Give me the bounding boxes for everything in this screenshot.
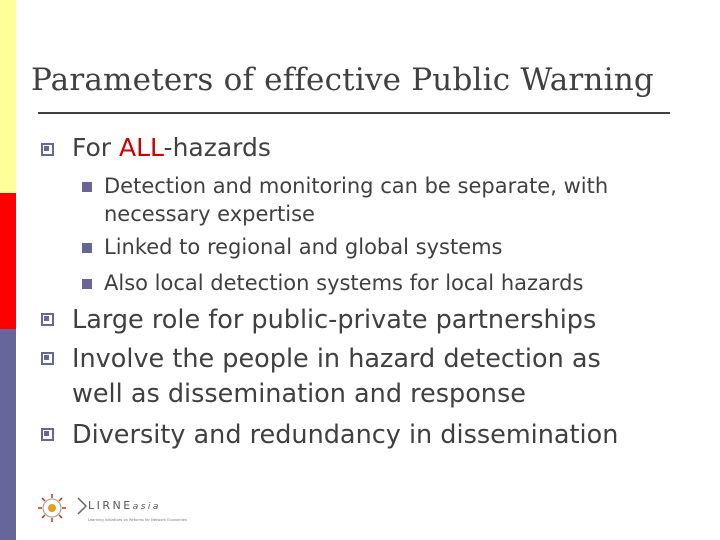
bullet-involve-people-cont: well as dissemination and response bbox=[72, 379, 526, 409]
side-bar-red bbox=[0, 193, 16, 329]
bullet-all-hazards bbox=[72, 131, 271, 165]
sub-bullet-icon bbox=[82, 279, 92, 289]
bullet-square-icon bbox=[41, 313, 54, 326]
slide-title: Parameters of effective Public Warning bbox=[31, 62, 654, 98]
sub-bullet-icon bbox=[82, 182, 92, 192]
bullet-text: For bbox=[72, 133, 120, 162]
svg-text:Learning Initiatives on Reform: Learning Initiatives on Reforms for Network Economies bbox=[88, 518, 187, 522]
sub-bullet-linked: Linked to regional and global systems bbox=[104, 235, 503, 259]
side-bar-yellow bbox=[0, 0, 16, 193]
svg-text:LIRNEasia: LIRNEasia bbox=[88, 499, 161, 512]
title-underline bbox=[38, 112, 670, 114]
arrow-mark-icon bbox=[78, 498, 86, 514]
bullet-text: -hazards bbox=[163, 133, 271, 162]
bullet-partnerships: Large role for public-private partnerships bbox=[72, 305, 597, 335]
bullet-square-icon bbox=[41, 143, 54, 156]
sub-bullet-detection: Detection and monitoring can be separate, with bbox=[104, 174, 609, 198]
sub-bullet-icon bbox=[82, 243, 92, 253]
highlight-all: ALL bbox=[119, 133, 164, 162]
side-bar-purple bbox=[0, 329, 16, 540]
lirneasia-logo bbox=[38, 490, 198, 526]
sub-bullet-detection-cont: necessary expertise bbox=[104, 202, 315, 226]
sun-emblem-icon bbox=[38, 494, 66, 522]
sub-bullet-local: Also local detection systems for local hazards bbox=[104, 271, 584, 295]
bullet-square-icon bbox=[41, 352, 54, 365]
bullet-involve-people: Involve the people in hazard detection as bbox=[72, 344, 601, 374]
bullet-square-icon bbox=[41, 428, 54, 441]
bullet-diversity: Diversity and redundancy in dissemination bbox=[72, 420, 619, 450]
